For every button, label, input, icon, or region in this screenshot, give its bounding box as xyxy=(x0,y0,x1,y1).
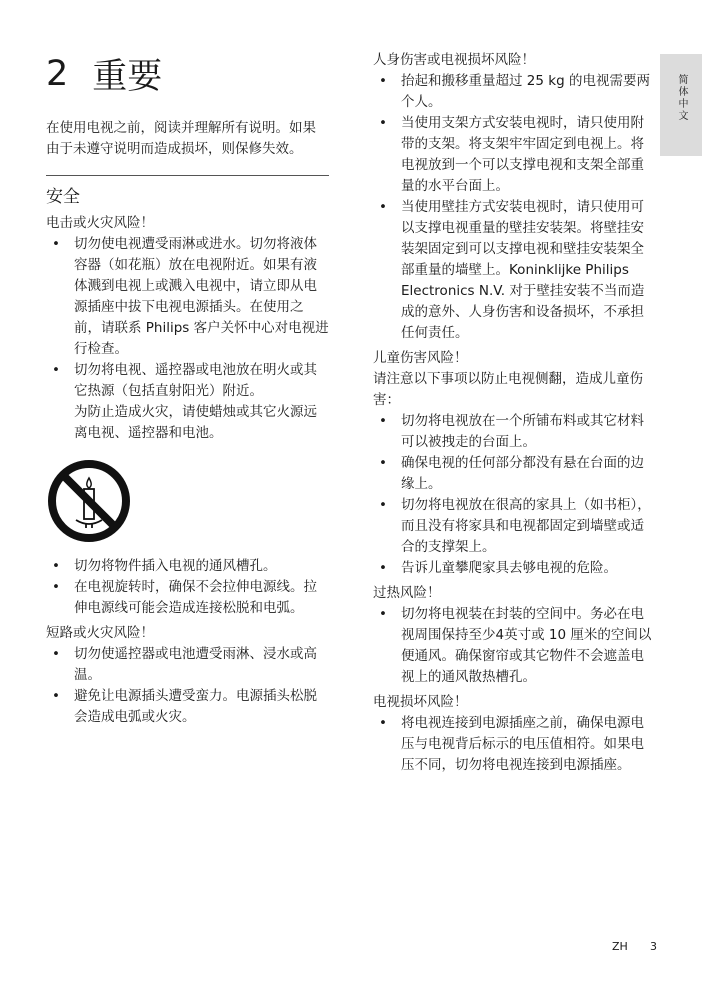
list-item: • 切勿将电视、遥控器或电池放在明火或其它热源（包括直射阳光）附近。 xyxy=(46,360,329,402)
injury-heading: 人身伤害或电视损坏风险！ xyxy=(373,52,535,68)
list-item: • 避免让电源插头遭受蛮力。电源插头松脱会造成电弧或火灾。 xyxy=(46,686,329,728)
shock-list xyxy=(46,234,329,402)
list-item: • 当使用支架方式安装电视时，请只使用附带的支架。将支架牢牢固定到电视上。将电视放到一个可以支撑电视和支架全部重量的水平台面上。 xyxy=(373,113,657,197)
shock-heading: 电击或火灾风险！ xyxy=(46,215,154,231)
chapter-heading xyxy=(46,48,329,100)
language-tab-label: 简体中文 xyxy=(676,74,687,122)
footer-language-code: ZH xyxy=(612,940,628,953)
right-column xyxy=(373,50,657,776)
list-item: • 切勿将电视放在很高的家具上（如书柜），而且没有将家具和电视都固定到墙壁或适合的支撑架上。 xyxy=(373,495,657,558)
chapter-number: 2 xyxy=(46,54,69,94)
list-item: • 抬起和搬移重量超过 25 kg 的电视需要两个人。 xyxy=(373,71,657,113)
list-item: • 当使用壁挂方式安装电视时，请只使用可以支撑电视重量的壁挂安装架。将壁挂安装架固定到可以支撑电视和壁挂安装架全部重量的墙壁上。Koninklijke Philips Electronics N.V. 对于壁挂安装不当而造成的意外、人身伤害和设备损坏，不承担任何责任。 xyxy=(373,197,657,344)
child-heading: 儿童伤害风险！ xyxy=(373,350,468,366)
injury-list xyxy=(373,71,657,344)
overheat-list xyxy=(373,604,657,688)
short-circuit-list xyxy=(46,644,329,728)
left-column xyxy=(46,48,329,728)
chapter-title: 重要 xyxy=(92,57,163,97)
short-circuit-heading: 短路或火灾风险！ xyxy=(46,625,154,641)
list-item: • 切勿使电视遭受雨淋或进水。切勿将液体容器（如花瓶）放在电视附近。如果有液体溅到电视上或溅入电视中，请立即从电源插座中拔下电视电源插头。在使用之前，请联系 Philips 客户关怀中心对电视进行检查。 xyxy=(46,234,329,360)
page-number: 3 xyxy=(650,940,657,953)
child-intro: 请注意以下事项以防止电视侧翻，造成儿童伤害： xyxy=(373,371,643,408)
list-item: • 切勿使遥控器或电池遭受雨淋、浸水或高温。 xyxy=(46,644,329,686)
list-item: • 切勿将电视装在封装的空间中。务必在电视周围保持至少4英寸或 10 厘米的空间以便通风。确保窗帘或其它物件不会遮盖电视上的通风散热槽孔。 xyxy=(373,604,657,688)
list-item: • 切勿将物件插入电视的通风槽孔。 xyxy=(46,556,329,577)
list-item: • 在电视旋转时，确保不会拉伸电源线。拉伸电源线可能会造成连接松脱和电弧。 xyxy=(46,577,329,619)
tv-damage-heading: 电视损坏风险！ xyxy=(373,694,468,710)
list-item: • 告诉儿童攀爬家具去够电视的危险。 xyxy=(373,558,657,579)
child-list xyxy=(373,411,657,579)
intro-text: 在使用电视之前，阅读并理解所有说明。如果由于未遵守说明而造成损坏，则保修失效。 xyxy=(46,120,316,157)
fire-note: 为防止造成火灾，请使蜡烛或其它火源远离电视、遥控器和电池。 xyxy=(74,404,317,441)
list-item: • 将电视连接到电源插座之前，确保电源电压与电视背后标示的电压值相符。如果电压不同，切勿将电视连接到电源插座。 xyxy=(373,713,657,776)
tv-damage-list xyxy=(373,713,657,776)
list-item: • 切勿将电视放在一个所铺布料或其它材料可以被拽走的台面上。 xyxy=(373,411,657,453)
no-candle-icon xyxy=(46,458,132,544)
vent-list xyxy=(46,556,329,619)
overheat-heading: 过热风险！ xyxy=(373,585,441,601)
language-tab xyxy=(660,54,702,156)
list-item: • 确保电视的任何部分都没有悬在台面的边缘上。 xyxy=(373,453,657,495)
section-title: 安全 xyxy=(46,175,329,209)
